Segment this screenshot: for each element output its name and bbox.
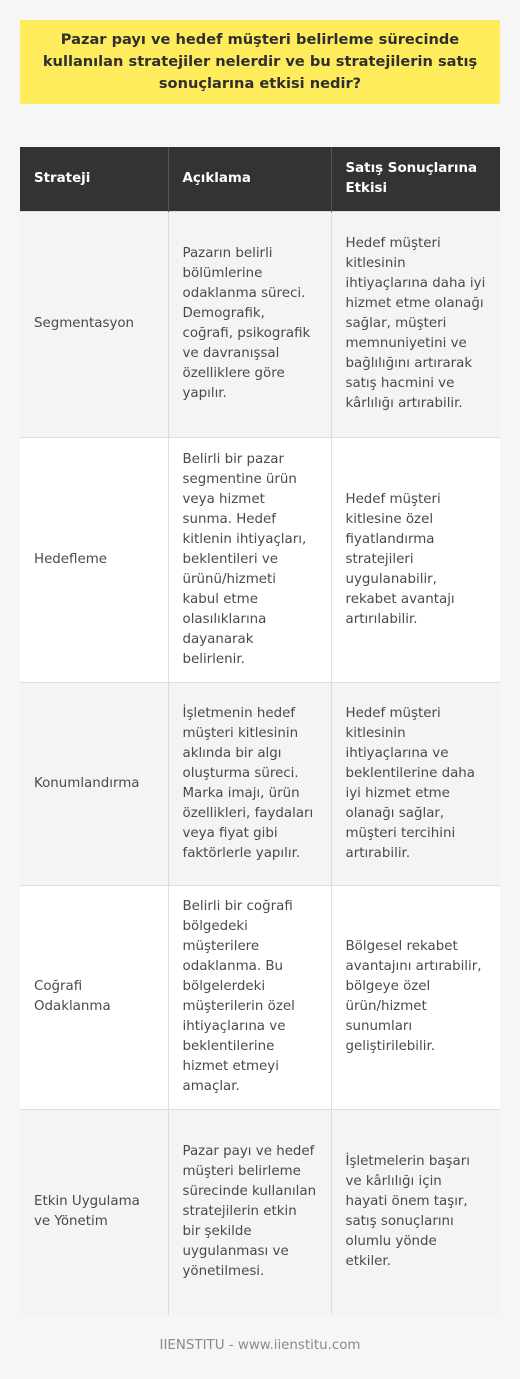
effect-cell: Bölgesel rekabet avantajını artırabilir, bölgeye özel ürün/hizmet sunumları geliştirilebilir. <box>331 885 500 1109</box>
description-cell: Pazarın belirli bölümlerine odaklanma süreci. Demografik, coğrafi, psikografik ve davranışsal özelliklere göre yapılır. <box>168 211 331 437</box>
page-title: Pazar payı ve hedef müşteri belirleme sürecinde kullanılan stratejiler nelerdir ve bu stratejilerin satış sonuçlarına etkisi nedir? <box>42 31 478 92</box>
header-description: Açıklama <box>168 147 331 211</box>
effect-cell: Hedef müşteri kitlesinin ihtiyaçlarına daha iyi hizmet etme olanağı sağlar, müşteri memnuniyetini ve bağlılığını artırarak satış hacmini ve kârlılığı artırabilir. <box>331 211 500 437</box>
strategy-table <box>20 147 500 1315</box>
title-banner <box>20 20 500 104</box>
footer-credit: IIENSTITU - www.iienstitu.com <box>159 1338 361 1353</box>
effect-cell: İşletmelerin başarı ve kârlılığı için hayati önem taşır, satış sonuçlarını olumlu yönde etkiler. <box>331 1109 500 1315</box>
description-cell: Pazar payı ve hedef müşteri belirleme sürecinde kullanılan stratejilerin etkin bir şekilde uygulanması ve yönetilmesi. <box>168 1109 331 1315</box>
strategy-cell: Coğrafi Odaklanma <box>20 885 168 1109</box>
header-strategy: Strateji <box>20 147 168 211</box>
strategy-cell: Hedefleme <box>20 437 168 682</box>
description-cell: Belirli bir pazar segmentine ürün veya hizmet sunma. Hedef kitlenin ihtiyaçları, beklentileri ve ürünü/hizmeti kabul etme olasılıklarına dayanarak belirlenir. <box>168 437 331 682</box>
table-row <box>20 682 500 885</box>
strategy-cell: Segmentasyon <box>20 211 168 437</box>
table-row <box>20 211 500 437</box>
table-row <box>20 1109 500 1315</box>
effect-cell: Hedef müşteri kitlesinin ihtiyaçlarına ve beklentilerine daha iyi hizmet etme olanağı sağlar, müşteri tercihini artırabilir. <box>331 682 500 885</box>
description-cell: İşletmenin hedef müşteri kitlesinin aklında bir algı oluşturma süreci. Marka imajı, ürün özellikleri, faydaları veya fiyat gibi faktörlerle yapılır. <box>168 682 331 885</box>
description-cell: Belirli bir coğrafi bölgedeki müşterilere odaklanma. Bu bölgelerdeki müşterilerin özel ihtiyaçlarına ve beklentilerine hizmet etmeyi amaçlar. <box>168 885 331 1109</box>
strategy-cell: Konumlandırma <box>20 682 168 885</box>
table-row <box>20 885 500 1109</box>
effect-cell: Hedef müşteri kitlesine özel fiyatlandırma stratejileri uygulanabilir, rekabet avantajı artırılabilir. <box>331 437 500 682</box>
table-header-row <box>20 147 500 211</box>
header-effect: Satış Sonuçlarına Etkisi <box>331 147 500 211</box>
strategy-cell: Etkin Uygulama ve Yönetim <box>20 1109 168 1315</box>
table-row <box>20 437 500 682</box>
